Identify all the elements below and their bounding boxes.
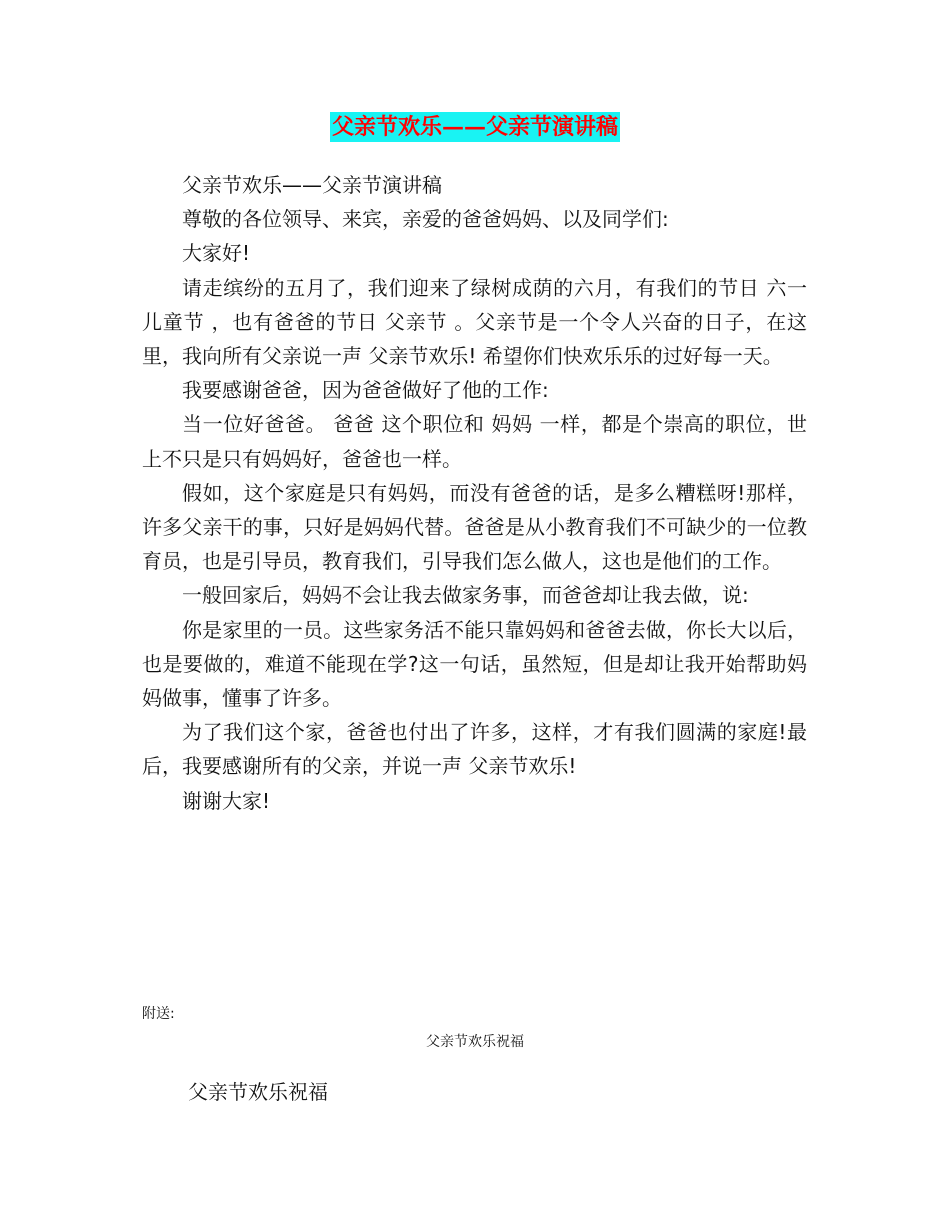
paragraph: 我要感谢爸爸，因为爸爸做好了他的工作: xyxy=(182,378,549,403)
appendix-label: 附送: xyxy=(142,1006,175,1022)
paragraph: 请走缤纷的五月了，我们迎来了绿树成荫的六月，有我们的节日 六一儿童节 ，也有爸爸的节日 父亲节 。父亲节是一个令人兴奋的日子，在这里，我向所有父亲说一声 父亲节欢乐! 希望你们快欢乐乐的过好每一天。 xyxy=(142,275,807,369)
appendix-heading: 父亲节欢乐祝福 xyxy=(188,1080,328,1104)
paragraph: 当一位好爸爸。 爸爸 这个职位和 妈妈 一样，都是个崇高的职位，世上不只是只有妈妈好，爸爸也一样。 xyxy=(142,412,807,471)
appendix-title: 父亲节欢乐祝福 xyxy=(426,1034,524,1050)
document-title: 父亲节欢乐——父亲节演讲稿 xyxy=(331,114,618,140)
title-container xyxy=(0,112,950,142)
paragraph: 一般回家后，妈妈不会让我去做家务事，而爸爸却让我去做，说: xyxy=(182,583,749,608)
paragraph: 父亲节欢乐——父亲节演讲稿 xyxy=(182,173,442,197)
paragraph: 为了我们这个家，爸爸也付出了许多，这样，才有我们圆满的家庭!最后，我要感谢所有的父亲，并说一声 父亲节欢乐! xyxy=(142,720,807,779)
paragraph: 谢谢大家! xyxy=(182,788,271,813)
paragraph: 你是家里的一员。这些家务活不能只靠妈妈和爸爸去做，你长大以后，也是要做的，难道不能现在学?这一句话，虽然短，但是却让我开始帮助妈妈做事，懂事了许多。 xyxy=(142,617,807,711)
paragraph: 尊敬的各位领导、来宾，亲爱的爸爸妈妈、以及同学们: xyxy=(182,207,669,232)
document-body xyxy=(142,168,807,818)
paragraph: 大家好! xyxy=(182,241,251,266)
paragraph: 假如，这个家庭是只有妈妈，而没有爸爸的话，是多么糟糕呀!那样，许多父亲干的事，只好是妈妈代替。爸爸是从小教育我们不可缺少的一位教育员，也是引导员，教育我们，引导我们怎么做人，这也是他们的工作。 xyxy=(142,480,807,574)
